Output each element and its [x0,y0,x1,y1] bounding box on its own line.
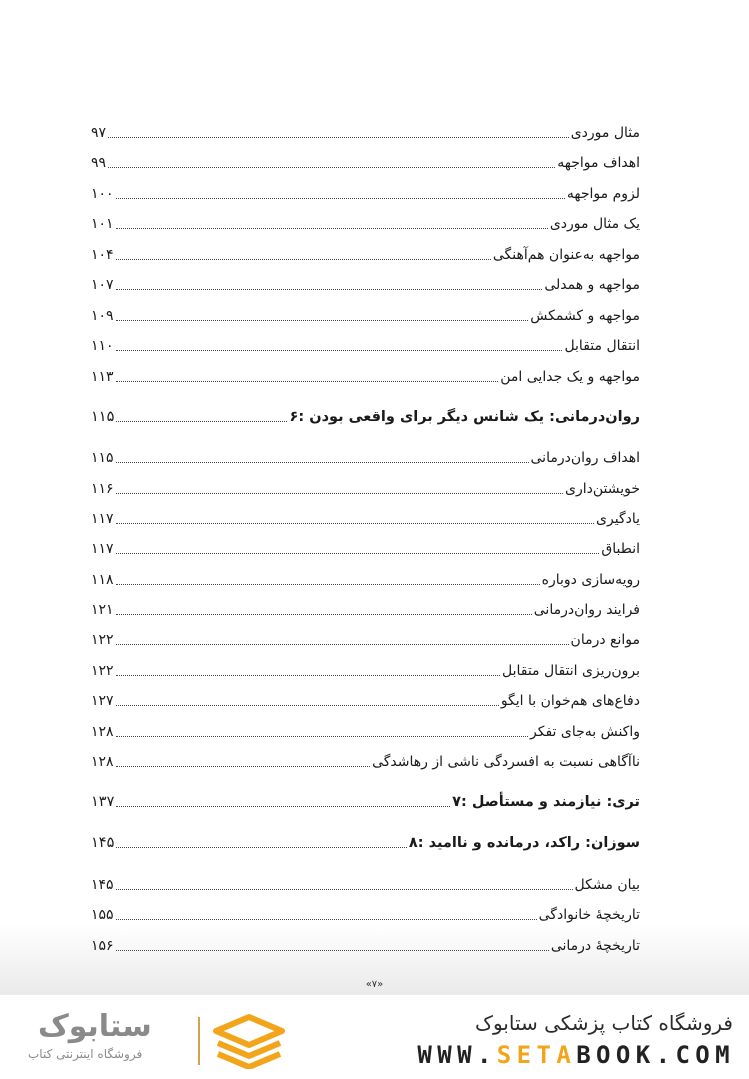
toc-entry [91,477,640,499]
toc-entry-page: ۱۱۶ [91,481,114,497]
dot-leader [108,166,555,168]
toc-entry [91,121,640,143]
dot-leader [116,258,491,260]
dot-leader [116,888,573,890]
toc-entry-page: ۱۴۵ [91,877,114,893]
toc-entry-title: مواجهه و کشمکش [530,308,640,324]
dot-leader [116,227,548,229]
toc-entry-title: خویشتن‌داری [565,481,640,497]
toc-entry-page: ۱۱۳ [91,369,114,385]
toc-entry-page: ۱۵۶ [91,938,114,954]
toc-entry [91,273,640,295]
toc-entry-page: ۱۲۸ [91,724,114,740]
toc-entry-page: ۱۰۹ [91,308,114,324]
toc-entry [91,689,640,711]
toc-entry-page: ۱۱۸ [91,572,114,588]
dot-leader [116,319,529,321]
toc-chapter-entry [91,831,640,853]
toc-entry-title: برون‌ریزی انتقال متقابل [501,663,640,679]
dot-leader [116,522,594,524]
toc-entry-page: ۹۹ [91,155,107,171]
toc-entry [91,334,640,356]
toc-entry-page: ۱۰۰ [91,186,114,202]
toc-entry-title: موانع درمان [570,632,640,648]
dot-leader [116,583,540,585]
toc-entry-title: انتقال متقابل [564,338,640,354]
dot-leader [116,613,532,615]
dot-leader [116,704,499,706]
toc-entry-title: مواجهه و همدلی [544,277,640,293]
toc-entry-page: ۱۵۵ [91,907,114,923]
toc-entry-title: ناآگاهی نسبت به افسردگی ناشی از رهاشدگی [372,754,640,770]
book-stack-logo-icon [210,1013,288,1069]
toc-entry-title: فرایند روان‌درمانی [533,602,640,618]
toc-entry [91,212,640,234]
toc-entry [91,365,640,387]
toc-entry [91,446,640,468]
toc-entry-title: واکنش به‌جای تفکر [529,724,640,740]
store-url-link[interactable] [417,1041,735,1069]
page-number: «۷» [365,979,384,990]
toc-entry [91,182,640,204]
toc-entry-page: ۱۲۸ [91,754,114,770]
toc-entry-page: ۹۷ [91,125,107,141]
dot-leader [116,949,549,951]
toc-entry [91,934,640,956]
toc-entry-title: مواجهه به‌عنوان هم‌آهنگی [492,247,640,263]
toc-entry-page: ۱۱۷ [91,511,114,527]
dot-leader [116,461,529,463]
toc-entry [91,243,640,265]
toc-entry [91,304,640,326]
dot-leader [116,846,407,848]
dot-leader [116,380,499,382]
toc-entry-page: ۱۱۵ [91,409,115,425]
toc-entry-title: یادگیری [596,511,640,527]
dot-leader [116,492,563,494]
toc-entry [91,659,640,681]
toc-entry [91,873,640,895]
toc-entry-page: ۱۰۷ [91,277,114,293]
toc-entry-title: مواجهه و یک جدایی امن [500,369,640,385]
toc-entry [91,628,640,650]
toc-entry-title: رویه‌سازی دوباره [541,572,640,588]
toc-entry-title: اهداف روان‌درمانی [530,450,640,466]
toc-entry-title: تاریخچهٔ خانوادگی [538,907,640,923]
toc-chapter-entry [91,790,640,812]
dot-leader [116,552,600,554]
dot-leader [108,136,569,138]
store-logo-word: ستابوک [38,1009,152,1044]
toc-entry-page: ۱۰۴ [91,247,114,263]
toc-entry-title: مثال موردی [570,125,640,141]
logo-divider [198,1017,200,1065]
toc-entry-page: ۱۱۰ [91,338,114,354]
toc-entry [91,750,640,772]
dot-leader [116,643,569,645]
toc-entry [91,720,640,742]
store-name: فروشگاه کتاب پزشکی ستابوک [475,1011,733,1035]
dot-leader [116,349,563,351]
toc-entry-page: ۱۰۱ [91,216,114,232]
dot-leader [116,918,537,920]
toc-entry [91,903,640,925]
store-logo-tagline: فروشگاه اینترنتی کتاب [28,1047,143,1061]
toc-entry-title: بیان مشکل [574,877,640,893]
toc-entry-page: ۱۲۷ [91,693,114,709]
toc-entry-title: ۸: سوزان: راکد، درمانده و ناامید [408,835,640,851]
toc-entry [91,537,640,559]
toc-entry-page: ۱۲۲ [91,663,114,679]
dot-leader [116,288,543,290]
dot-leader [116,805,450,807]
store-footer [0,995,749,1079]
toc-entry-title: اهداف مواجهه [557,155,640,171]
toc-entry-page: ۱۱۵ [91,450,114,466]
toc-entry-title: انطباق [601,541,640,557]
dot-leader [116,420,287,422]
toc-entry [91,598,640,620]
url-highlight: SETA [496,1041,577,1069]
dot-leader [116,735,528,737]
toc-chapter-entry [91,405,640,427]
toc-entry-page: ۱۲۲ [91,632,114,648]
toc-entry-page: ۱۴۵ [91,835,115,851]
url-prefix: WWW. [417,1041,497,1069]
toc-entry-page: ۱۳۷ [91,794,115,810]
toc-entry-title: ۶: روان‌درمانی: یک شانس دیگر برای واقعی بودن [289,409,640,425]
dot-leader [116,197,565,199]
toc-entry [91,507,640,529]
dot-leader [116,674,500,676]
toc-entry [91,568,640,590]
toc-entry [91,151,640,173]
dot-leader [116,765,371,767]
toc-entry-title: لزوم مواجهه [566,186,640,202]
toc-entry-title: یک مثال موردی [549,216,640,232]
toc-entry-page: ۱۲۱ [91,602,114,618]
url-suffix: BOOK.COM [576,1041,735,1069]
toc-entry-title: ۷: تری: نیازمند و مستأصل [452,794,640,810]
toc-entry-title: تاریخچهٔ درمانی [550,938,640,954]
toc-entry-page: ۱۱۷ [91,541,114,557]
toc-entry-title: دفاع‌های هم‌خوان با ایگو [500,693,640,709]
